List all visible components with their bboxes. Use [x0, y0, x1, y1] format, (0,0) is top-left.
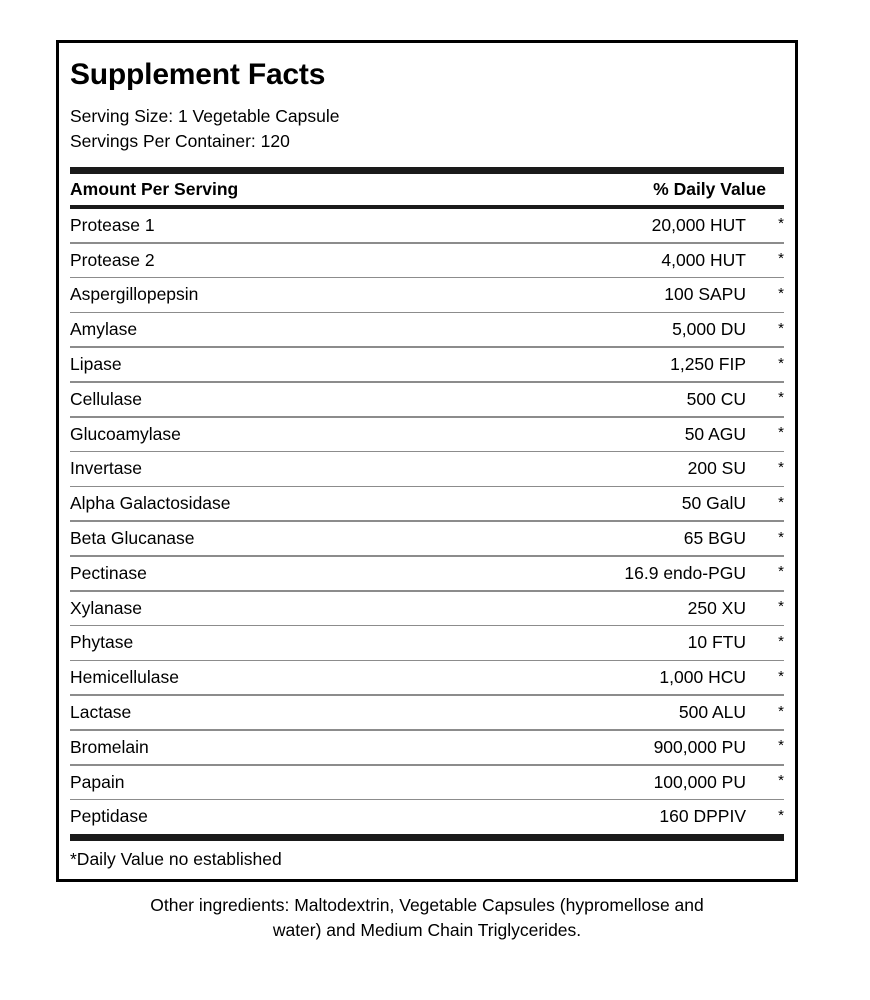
table-row [70, 800, 784, 833]
nutrient-name: Lactase [70, 702, 132, 723]
other-ingredients-line-1: Other ingredients: Maltodextrin, Vegetable Capsules (hypromellose and [150, 895, 704, 915]
nutrient-amount: 20,000 HUT [651, 214, 746, 235]
nutrient-name: Glucoamylase [70, 423, 181, 444]
nutrient-name: Aspergillopepsin [70, 284, 199, 305]
nutrient-amount: 1,250 FIP [670, 354, 746, 375]
nutrient-name: Pectinase [70, 562, 147, 583]
supplement-facts-panel [56, 40, 798, 882]
nutrient-name: Beta Glucanase [70, 528, 195, 549]
table-row [70, 452, 784, 485]
nutrient-daily-value: * [778, 806, 784, 824]
table-header-row [70, 174, 784, 205]
nutrient-daily-value: * [778, 528, 784, 546]
table-row [70, 313, 784, 346]
serving-info [70, 104, 784, 155]
nutrient-daily-value: * [778, 389, 784, 407]
serving-size-line: Serving Size: 1 Vegetable Capsule [70, 106, 340, 126]
table-row [70, 557, 784, 590]
nutrient-name: Protease 1 [70, 214, 155, 235]
table-row [70, 209, 784, 242]
nutrient-daily-value: * [778, 354, 784, 372]
nutrient-daily-value: * [778, 702, 784, 720]
nutrient-daily-value: * [778, 563, 784, 581]
nutrient-daily-value: * [778, 458, 784, 476]
nutrient-amount: 100 SAPU [664, 284, 746, 305]
column-header-amount-per-serving: Amount Per Serving [70, 178, 239, 199]
nutrient-daily-value: * [778, 493, 784, 511]
nutrient-name: Cellulase [70, 388, 142, 409]
table-row [70, 731, 784, 764]
nutrient-amount: 4,000 HUT [661, 249, 746, 270]
nutrient-name: Alpha Galactosidase [70, 493, 231, 514]
servings-per-container-line: Servings Per Container: 120 [70, 131, 290, 152]
daily-value-footnote: *Daily Value no established [70, 849, 282, 870]
nutrient-name: Peptidase [70, 806, 148, 827]
nutrient-amount: 500 CU [686, 388, 746, 409]
nutrient-amount: 100,000 PU [653, 771, 746, 792]
nutrient-amount: 900,000 PU [653, 736, 746, 757]
table-row [70, 418, 784, 451]
nutrient-amount: 500 ALU [678, 702, 746, 723]
nutrient-name: Protease 2 [70, 249, 155, 270]
nutrient-amount: 200 SU [687, 458, 746, 479]
table-row [70, 766, 784, 799]
nutrient-name: Bromelain [70, 736, 149, 757]
nutrient-daily-value: * [778, 598, 784, 616]
nutrient-amount: 1,000 HCU [659, 667, 746, 688]
nutrient-name: Invertase [70, 458, 142, 479]
nutrient-amount: 250 XU [687, 597, 746, 618]
rule-above-footnote [70, 834, 784, 841]
nutrient-daily-value: * [778, 424, 784, 442]
nutrient-amount: 5,000 DU [672, 319, 746, 340]
nutrient-name: Papain [70, 771, 125, 792]
nutrient-name: Lipase [70, 354, 122, 375]
table-row [70, 383, 784, 416]
nutrient-daily-value: * [778, 319, 784, 337]
panel-inner [59, 60, 795, 879]
other-ingredients [56, 893, 798, 944]
nutrient-amount: 16.9 endo-PGU [624, 562, 746, 583]
nutrient-daily-value: * [778, 632, 784, 650]
table-row [70, 626, 784, 659]
table-row [70, 661, 784, 694]
nutrient-rows [70, 209, 784, 834]
nutrient-name: Phytase [70, 632, 134, 653]
other-ingredients-line-2: water) and Medium Chain Triglycerides. [272, 920, 582, 941]
table-row [70, 696, 784, 729]
nutrient-amount: 160 DPPIV [659, 806, 746, 827]
nutrient-amount: 10 FTU [687, 632, 746, 653]
nutrient-daily-value: * [778, 667, 784, 685]
nutrient-name: Xylanase [70, 597, 142, 618]
nutrient-name: Amylase [70, 319, 138, 340]
nutrient-daily-value: * [778, 250, 784, 268]
rule-above-header [70, 167, 784, 174]
nutrient-amount: 50 GalU [681, 493, 746, 514]
table-row [70, 487, 784, 520]
nutrient-daily-value: * [778, 215, 784, 233]
nutrient-amount: 65 BGU [683, 528, 746, 549]
nutrient-name: Hemicellulase [70, 667, 179, 688]
table-row [70, 278, 784, 311]
nutrient-amount: 50 AGU [684, 423, 746, 444]
nutrient-daily-value: * [778, 737, 784, 755]
page-title: Supplement Facts [70, 58, 326, 91]
table-row [70, 522, 784, 555]
table-row [70, 592, 784, 625]
column-header-daily-value: % Daily Value [653, 178, 766, 199]
nutrient-daily-value: * [778, 284, 784, 302]
table-row [70, 348, 784, 381]
nutrient-daily-value: * [778, 772, 784, 790]
table-row [70, 244, 784, 277]
